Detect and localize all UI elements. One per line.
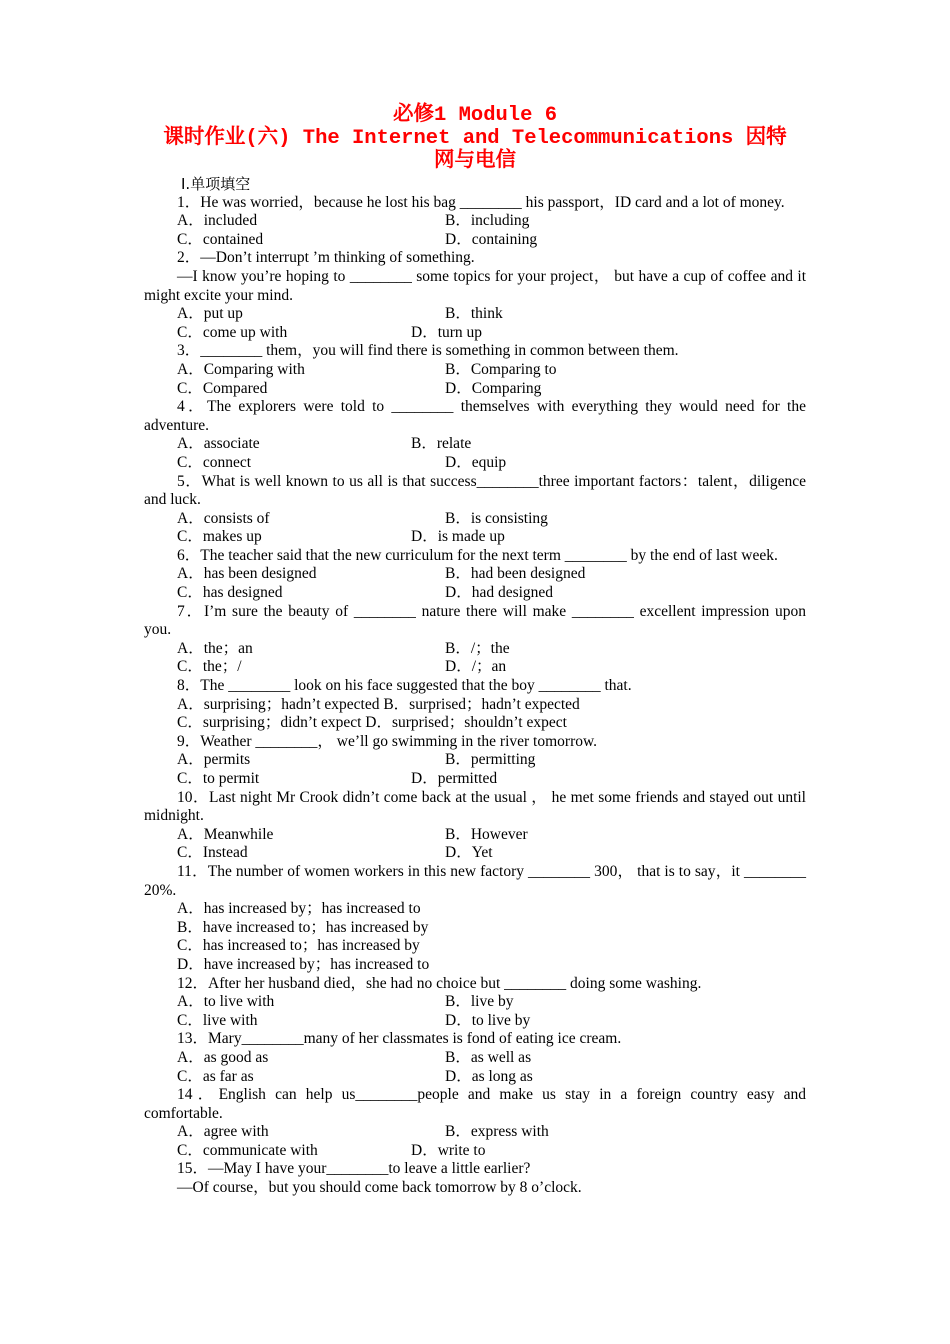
option-d: D．write to — [411, 1141, 486, 1159]
option-c: C．communicate with — [177, 1141, 318, 1159]
option-d: D．as long as — [445, 1067, 533, 1085]
option-b: B．had been designed — [445, 565, 586, 583]
question-5: 5．What is well known to us all is that success________three important factors：talent，diligence and luck. — [144, 472, 806, 509]
options-row — [144, 751, 806, 770]
options-row — [144, 454, 806, 473]
option-b: B．/；the — [445, 639, 510, 657]
option-c: C．makes up — [177, 528, 262, 546]
option-d: D．Yet — [445, 844, 493, 862]
option-a: A．Comparing with — [177, 360, 305, 378]
question-11: 11．The number of women workers in this new factory ________ 300， that is to say，it ________ 20%. — [144, 862, 806, 899]
option-b: B．express with — [445, 1123, 549, 1141]
section-heading: Ⅰ.单项填空 — [181, 175, 251, 193]
options-row — [144, 640, 806, 659]
option-a: A．associate — [177, 435, 260, 453]
option-a: A．Meanwhile — [177, 825, 274, 843]
options-row — [144, 380, 806, 399]
option-a: A．the；an — [177, 639, 253, 657]
option-b: B．permitting — [445, 751, 536, 769]
title-line-2: 课时作业(六) The Internet and Telecommunications 因特 — [163, 127, 787, 150]
question-1: 1．He was worried，because he lost his bag ________ his passport，ID card and a lot of money. — [177, 193, 785, 211]
option-a: A．permits — [177, 751, 251, 769]
option-b: B．including — [445, 212, 530, 230]
option-a: A．consists of — [177, 509, 270, 527]
question-15: 15．—May I have your________to leave a little earlier? — [177, 1160, 531, 1178]
options-row — [144, 305, 806, 324]
option-c: C．has designed — [177, 584, 283, 602]
options-line-2: C．surprising；didn’t expect D．surprised；shouldn’t expect — [177, 714, 567, 732]
option-c: C．Instead — [177, 844, 248, 862]
option-d: D．equip — [445, 453, 507, 471]
option-a: A．has been designed — [177, 565, 317, 583]
option-c: C．to permit — [177, 770, 260, 787]
option-c: C．Compared — [177, 379, 268, 397]
option-c: C．as far as — [177, 1067, 254, 1085]
question-7: 7．I’m sure the beauty of ________ nature there will make ________ excellent impression upon you. — [144, 602, 806, 639]
question-15-reply: —Of course，but you should come back tomorrow by 8 o’clock. — [177, 1179, 582, 1197]
option-d: D．turn up — [411, 323, 483, 341]
page-title — [144, 104, 806, 173]
option-c: C．come up with — [177, 323, 288, 341]
options-row — [144, 1068, 806, 1087]
question-2-reply: —I know you’re hoping to ________ some topics for your project， but have a cup of coffee and it might excite your mind. — [144, 267, 806, 304]
option-b: B．think — [445, 305, 503, 323]
option-c: C．has increased to；has increased by — [177, 937, 420, 955]
options-row — [144, 324, 806, 343]
options-row — [144, 212, 806, 231]
option-b: B．live by — [445, 993, 514, 1011]
question-12: 12．After her husband died，she had no choice but ________ doing some washing. — [177, 974, 702, 992]
options-row — [144, 1012, 806, 1031]
option-c: C．the；/ — [177, 658, 242, 676]
options-row — [144, 584, 806, 603]
option-d: D．to live by — [445, 1011, 531, 1029]
option-d: D．have increased by；has increased to — [177, 955, 430, 973]
option-b: B．relate — [411, 435, 472, 453]
option-b: B．have increased to；has increased by — [177, 918, 429, 936]
options-row — [144, 1123, 806, 1142]
question-4: 4．The explorers were told to ________ themselves with everything they would need for the adventure. — [144, 398, 806, 434]
option-a: A．has increased by；has increased to — [177, 900, 421, 918]
options-row — [144, 510, 806, 529]
option-b: B．Comparing to — [445, 360, 557, 378]
option-a: A．as good as — [177, 1048, 269, 1066]
option-d: D．is made up — [411, 528, 505, 546]
option-d: D．Comparing — [445, 379, 542, 397]
worksheet-page — [144, 104, 806, 1198]
question-9: 9．Weather ________， we’ll go swimming in the river tomorrow. — [177, 732, 598, 750]
option-a: A．to live with — [177, 993, 275, 1011]
option-d: D．permitted — [411, 770, 498, 787]
option-c: C．live with — [177, 1011, 258, 1029]
option-a: A．put up — [177, 305, 243, 323]
option-b: B．is consisting — [445, 509, 548, 527]
options-row — [144, 658, 806, 677]
question-13: 13．Mary________many of her classmates is fond of eating ice cream. — [177, 1030, 622, 1048]
question-14: 14．English can help us________people and make us stay in a foreign country easy and comfortable. — [144, 1086, 806, 1122]
options-row — [144, 361, 806, 380]
title-line-3: 网与电信 — [434, 150, 516, 173]
option-b: B．However — [445, 825, 528, 843]
question-2: 2．—Don’t interrupt ’m thinking of something. — [177, 249, 475, 267]
options-line-1: A．surprising；hadn’t expected B．surprised；hadn’t expected — [177, 695, 580, 713]
options-row — [144, 435, 806, 454]
question-10: 10．Last night Mr Crook didn’t come back at the usual ， he met some friends and stayed out until midnight. — [144, 788, 806, 825]
option-d: D．had designed — [445, 584, 554, 602]
options-row — [144, 528, 806, 547]
question-6: 6．The teacher said that the new curriculum for the next term ________ by the end of last week. — [177, 546, 778, 564]
options-row — [144, 231, 806, 250]
question-3: 3．________ them，you will find there is something in common between them. — [177, 342, 679, 360]
option-c: C．contained — [177, 230, 264, 248]
option-d: D．/；an — [445, 658, 507, 676]
option-d: D．containing — [445, 230, 538, 248]
title-line-1: 必修1 Module 6 — [392, 104, 558, 127]
options-row — [144, 1049, 806, 1068]
option-b: B．as well as — [445, 1048, 532, 1066]
options-row — [144, 770, 806, 789]
option-c: C．connect — [177, 453, 252, 471]
question-8: 8．The ________ look on his face suggested that the boy ________ that. — [177, 677, 632, 695]
options-row — [144, 993, 806, 1012]
options-row — [144, 565, 806, 584]
option-a: A．included — [177, 212, 258, 230]
options-row — [144, 844, 806, 863]
option-a: A．agree with — [177, 1123, 269, 1141]
options-row — [144, 1142, 806, 1161]
options-row — [144, 826, 806, 845]
